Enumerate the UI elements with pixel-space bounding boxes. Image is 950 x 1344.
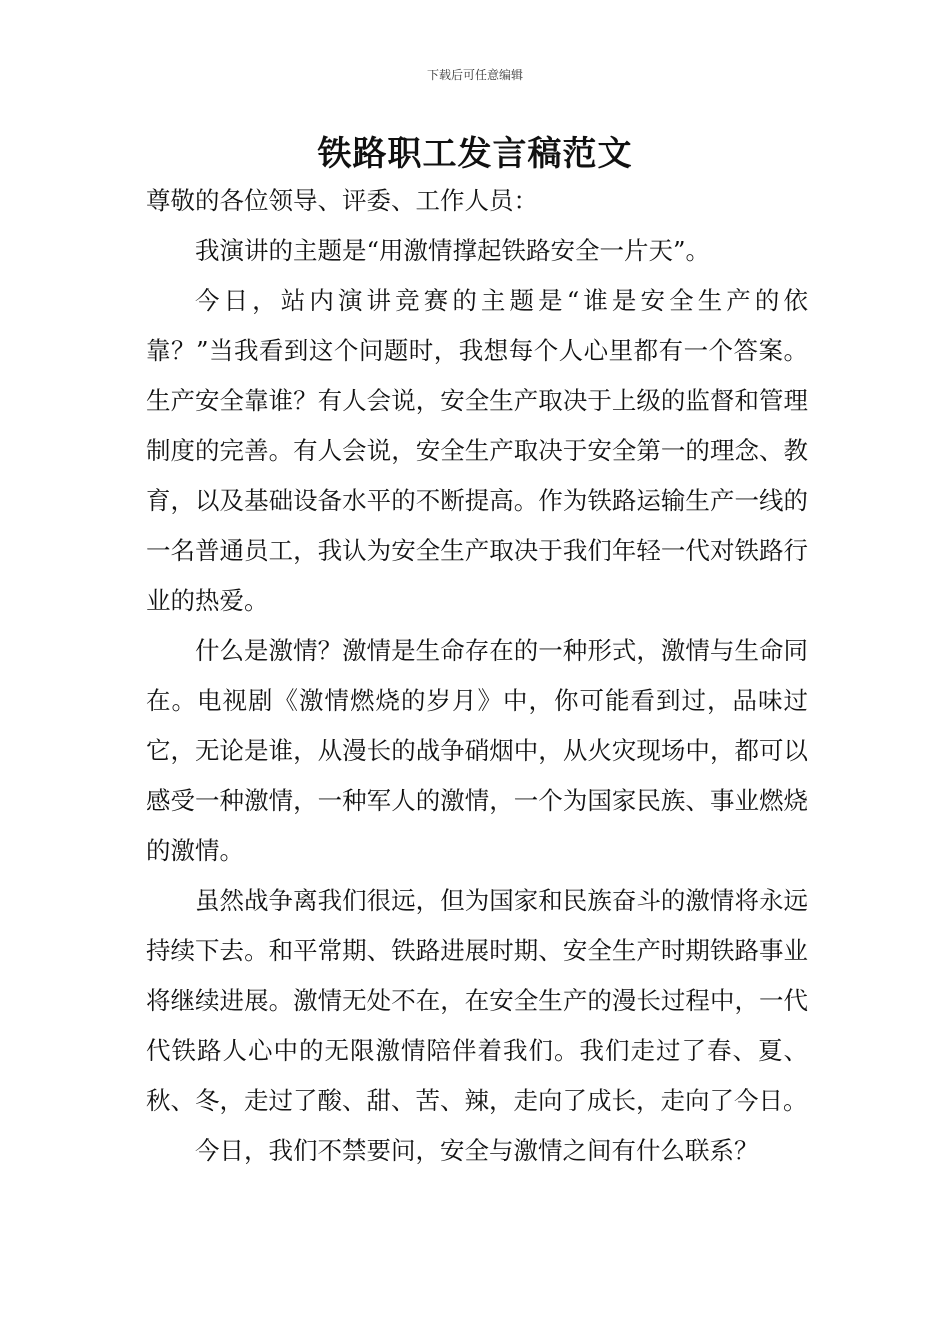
paragraph-safety-question: 今日，站内演讲竞赛的主题是“谁是安全生产的依靠？”当我看到这个问题时，我想每个人心里都有一个答案。生产安全靠谁？有人会说，安全生产取决于上级的监督和管理制度的完善。有人会说，安全生产取决于安全第一的理念、教育，以及基础设备水平的不断提高。作为铁路运输生产一线的一名普通员工，我认为安全生产取决于我们年轻一代对铁路行业的热爱。 xyxy=(146,286,808,615)
paragraph-closing-question: 今日，我们不禁要问，安全与激情之间有什么联系？ xyxy=(195,1136,759,1165)
document-body xyxy=(146,176,808,1176)
header-note: 下载后可任意编辑 xyxy=(426,68,523,82)
paragraph-what-is-passion: 什么是激情？激情是生命存在的一种形式，激情与生命同在。电视剧《激情燃烧的岁月》中，你可能看到过，品味过它，无论是谁，从漫长的战争硝烟中，从火灾现场中，都可以感受一种激情，一种军人的激情，一个为国家民族、事业燃烧的激情。 xyxy=(146,636,808,865)
paragraph-theme: 我演讲的主题是“用激情撑起铁路安全一片天”。 xyxy=(195,236,711,265)
paragraph-war-and-passion: 虽然战争离我们很远，但为国家和民族奋斗的激情将永远持续下去。和平常期、铁路进展时期、安全生产时期铁路事业将继续进展。激情无处不在，在安全生产的漫长过程中，一代代铁路人心中的无限激情陪伴着我们。我们走过了春、夏、秋、冬，走过了酸、甜、苦、辣，走向了成长，走向了今日。 xyxy=(146,886,808,1115)
salutation: 尊敬的各位领导、评委、工作人员： xyxy=(146,186,538,215)
document-title: 铁路职工发言稿范文 xyxy=(317,134,633,174)
